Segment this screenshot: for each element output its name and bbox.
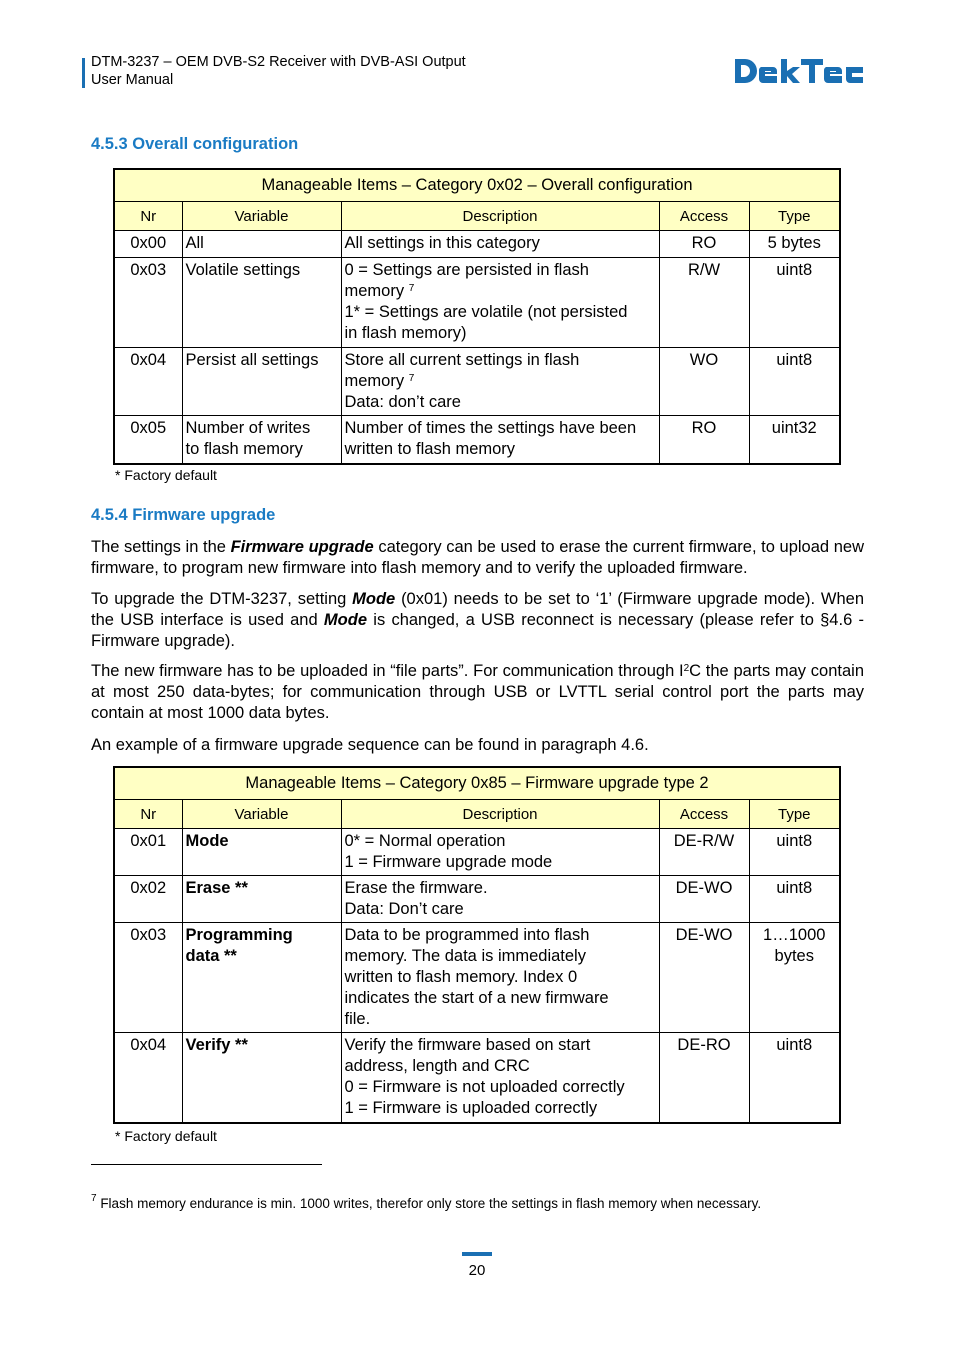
cell-description bbox=[341, 348, 659, 416]
cell-variable: Mode bbox=[182, 829, 341, 876]
cell-description bbox=[341, 923, 659, 1033]
description-line: Erase the firmware. bbox=[344, 879, 488, 897]
cell-nr: 0x03 bbox=[114, 258, 182, 348]
dektec-logo bbox=[733, 55, 865, 89]
table-row bbox=[114, 829, 840, 876]
cell-type bbox=[749, 923, 840, 1033]
table-row bbox=[114, 258, 840, 348]
cell-nr: 0x03 bbox=[114, 923, 182, 1033]
description-line: 0 = Settings are persisted in flash bbox=[344, 261, 589, 279]
cell-nr: 0x01 bbox=[114, 829, 182, 876]
cell-access: DE-WO bbox=[659, 876, 749, 923]
footnote bbox=[91, 1193, 762, 1211]
description-line: 0* = Normal operation bbox=[344, 832, 506, 850]
table-row bbox=[114, 416, 840, 464]
column-header-variable: Variable bbox=[182, 800, 341, 829]
description-line: 1 = Firmware is uploaded correctly bbox=[344, 1099, 598, 1117]
header-accent-bar bbox=[82, 58, 85, 88]
text: The new firmware has to be uploaded in “file parts”. For communication through I bbox=[91, 662, 684, 680]
emphasis: Mode bbox=[323, 611, 368, 629]
cell-access: R/W bbox=[659, 258, 749, 348]
cell-variable: Erase ** bbox=[182, 876, 341, 923]
description-line: written to flash memory. Index 0 bbox=[344, 968, 578, 986]
cell-description bbox=[341, 829, 659, 876]
description-line: file. bbox=[344, 1010, 371, 1028]
table-footnote: * Factory default bbox=[115, 1128, 217, 1144]
type-line: 1…1000 bbox=[763, 926, 826, 944]
cell-nr: 0x04 bbox=[114, 1033, 182, 1123]
cell-variable: Persist all settings bbox=[182, 348, 341, 416]
footnote-ref: 7 bbox=[408, 283, 415, 294]
variable-line: Number of writes bbox=[185, 419, 311, 437]
table-caption: Manageable Items – Category 0x85 – Firmware upgrade type 2 bbox=[114, 767, 840, 800]
text: category can be used to erase the current firmware, to upload new firmware, to program new firmware into flash memory and to verify the uploaded firmware. bbox=[91, 538, 864, 577]
description-line: Data: don’t care bbox=[344, 393, 461, 411]
description-line: Data to be programmed into flash bbox=[344, 926, 590, 944]
description-line: memory. The data is immediately bbox=[344, 947, 586, 965]
page-number: 20 bbox=[468, 1262, 486, 1279]
cell-access: DE-WO bbox=[659, 923, 749, 1033]
description-line: 1 = Firmware upgrade mode bbox=[344, 853, 553, 871]
cell-type: uint32 bbox=[749, 416, 840, 464]
table-row bbox=[114, 1033, 840, 1123]
description-line: in flash memory) bbox=[344, 324, 467, 342]
cell-type: uint8 bbox=[749, 829, 840, 876]
cell-nr: 0x05 bbox=[114, 416, 182, 464]
column-header-description: Description bbox=[341, 202, 659, 231]
footnote-ref: 7 bbox=[408, 373, 415, 384]
cell-variable bbox=[182, 416, 341, 464]
cell-description: All settings in this category bbox=[341, 231, 659, 258]
text: The settings in the bbox=[91, 538, 231, 556]
cell-access: DE-R/W bbox=[659, 829, 749, 876]
type-line: bytes bbox=[774, 947, 814, 965]
column-header-type: Type bbox=[749, 800, 840, 829]
description-line: 1* = Settings are volatile (not persisted bbox=[344, 303, 628, 321]
cell-nr: 0x04 bbox=[114, 348, 182, 416]
cell-description bbox=[341, 876, 659, 923]
emphasis: Mode bbox=[352, 590, 396, 608]
description-text: memory bbox=[344, 372, 405, 390]
text: is changed, a USB reconnect is necessary (please refer to §4.6 - Firmware upgrade). bbox=[91, 611, 864, 650]
footnote-mark: 7 bbox=[91, 1193, 97, 1204]
cell-nr: 0x00 bbox=[114, 231, 182, 258]
emphasis: Firmware upgrade bbox=[230, 538, 374, 556]
column-header-access: Access bbox=[659, 202, 749, 231]
cell-description bbox=[341, 416, 659, 464]
paragraph: An example of a firmware upgrade sequence can be found in paragraph 4.6. bbox=[91, 736, 649, 754]
cell-variable bbox=[182, 923, 341, 1033]
paragraph bbox=[91, 661, 864, 724]
table-footnote: * Factory default bbox=[115, 467, 217, 483]
paragraph bbox=[91, 537, 864, 579]
text: (0x01) needs to be set to ‘1’ (Firmware upgrade mode). When the USB interface is used and bbox=[91, 590, 865, 629]
page-number-accent bbox=[462, 1252, 492, 1256]
paragraph bbox=[91, 589, 864, 652]
table-row bbox=[114, 876, 840, 923]
cell-nr: 0x02 bbox=[114, 876, 182, 923]
variable-line: data ** bbox=[185, 947, 237, 965]
section-heading-firmware-upgrade: 4.5.4 Firmware upgrade bbox=[91, 506, 276, 524]
column-header-access: Access bbox=[659, 800, 749, 829]
column-header-nr: Nr bbox=[114, 202, 182, 231]
cell-description bbox=[341, 1033, 659, 1123]
table-row bbox=[114, 923, 840, 1033]
description-line bbox=[345, 371, 656, 392]
cell-variable: Verify ** bbox=[182, 1033, 341, 1123]
cell-access: RO bbox=[659, 416, 749, 464]
document-subtitle: User Manual bbox=[91, 72, 174, 88]
description-line: Store all current settings in flash bbox=[344, 351, 580, 369]
column-header-variable: Variable bbox=[182, 202, 341, 231]
cell-type: uint8 bbox=[749, 876, 840, 923]
cell-type: uint8 bbox=[749, 348, 840, 416]
table-firmware-upgrade bbox=[113, 766, 841, 1124]
description-line: written to flash memory bbox=[344, 440, 516, 458]
cell-type: uint8 bbox=[749, 258, 840, 348]
variable-line: Programming bbox=[185, 926, 293, 944]
description-line: 0 = Firmware is not uploaded correctly bbox=[344, 1078, 625, 1096]
column-header-type: Type bbox=[749, 202, 840, 231]
cell-type: 5 bytes bbox=[749, 231, 840, 258]
table-row bbox=[114, 348, 840, 416]
text: C the parts may contain at most 250 data-bytes; for communication through USB or LVTTL serial control port the parts may contain at most 1000 data bytes. bbox=[91, 662, 864, 722]
footnote-separator bbox=[91, 1164, 322, 1165]
description-line: indicates the start of a new firmware bbox=[344, 989, 609, 1007]
variable-line: to flash memory bbox=[185, 440, 303, 458]
table-caption: Manageable Items – Category 0x02 – Overall configuration bbox=[114, 169, 840, 202]
description-line: Number of times the settings have been bbox=[344, 419, 637, 437]
table-overall-configuration bbox=[113, 168, 841, 465]
document-title: DTM-3237 – OEM DVB-S2 Receiver with DVB-ASI Output bbox=[91, 54, 466, 70]
text: To upgrade the DTM-3237, setting bbox=[91, 590, 353, 608]
document-header bbox=[91, 53, 466, 89]
description-line bbox=[345, 281, 656, 302]
cell-access: WO bbox=[659, 348, 749, 416]
cell-description bbox=[341, 258, 659, 348]
description-line: Verify the firmware based on start bbox=[344, 1036, 591, 1054]
footnote-text: Flash memory endurance is min. 1000 writes, therefor only store the settings in flash memory when necessary. bbox=[96, 1196, 762, 1211]
cell-variable: All bbox=[182, 231, 341, 258]
description-text: memory bbox=[344, 282, 405, 300]
section-heading-overall-configuration: 4.5.3 Overall configuration bbox=[91, 135, 299, 153]
column-header-nr: Nr bbox=[114, 800, 182, 829]
column-header-description: Description bbox=[341, 800, 659, 829]
cell-variable: Volatile settings bbox=[182, 258, 341, 348]
cell-access: DE-RO bbox=[659, 1033, 749, 1123]
cell-type: uint8 bbox=[749, 1033, 840, 1123]
cell-access: RO bbox=[659, 231, 749, 258]
table-row bbox=[114, 231, 840, 258]
superscript: 2 bbox=[683, 663, 690, 674]
description-line: address, length and CRC bbox=[344, 1057, 530, 1075]
description-line: Data: Don’t care bbox=[344, 900, 464, 918]
